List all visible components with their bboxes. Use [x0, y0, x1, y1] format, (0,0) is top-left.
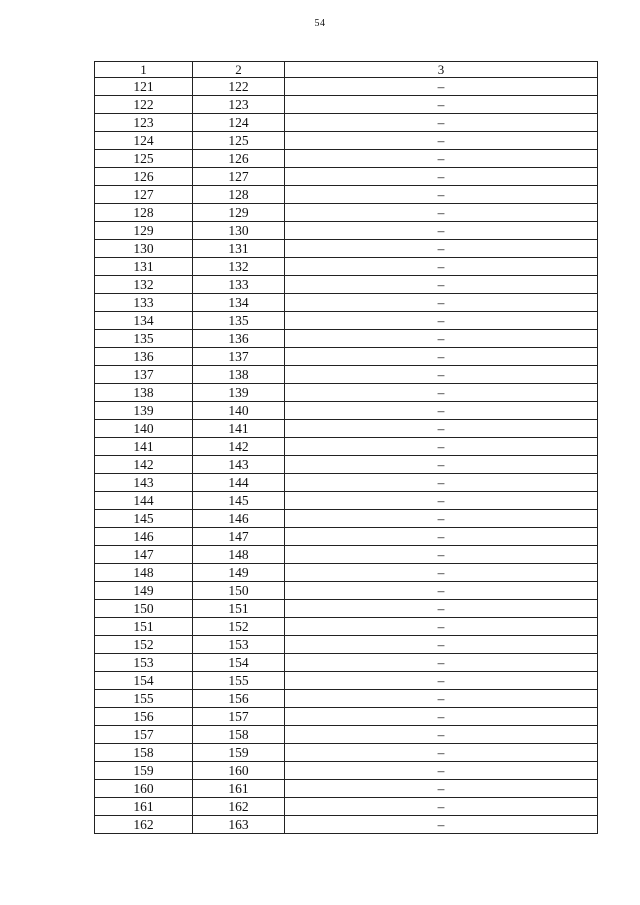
- table-cell-col-3: –: [285, 744, 598, 762]
- column-header-1: 1: [95, 62, 193, 78]
- table-row: [95, 762, 598, 780]
- table-cell-col-2: 127: [193, 168, 285, 186]
- table-cell-col-2: 129: [193, 204, 285, 222]
- table-cell-col-3: –: [285, 222, 598, 240]
- table-row: [95, 798, 598, 816]
- table-cell-col-3: –: [285, 312, 598, 330]
- table-cell-col-2: 131: [193, 240, 285, 258]
- table-row: [95, 492, 598, 510]
- table-cell-col-2: 122: [193, 78, 285, 96]
- table-cell-col-2: 130: [193, 222, 285, 240]
- table-cell-col-1: 153: [95, 654, 193, 672]
- table-row: [95, 366, 598, 384]
- table-cell-col-3: –: [285, 762, 598, 780]
- table-cell-col-2: 151: [193, 600, 285, 618]
- table-row: [95, 456, 598, 474]
- table-row: [95, 582, 598, 600]
- table-cell-col-3: –: [285, 618, 598, 636]
- table-cell-col-3: –: [285, 546, 598, 564]
- table-row: [95, 546, 598, 564]
- table-cell-col-3: –: [285, 168, 598, 186]
- table-cell-col-3: –: [285, 96, 598, 114]
- table-cell-col-1: 122: [95, 96, 193, 114]
- table-cell-col-3: –: [285, 240, 598, 258]
- table-cell-col-3: –: [285, 816, 598, 834]
- table-cell-col-1: 144: [95, 492, 193, 510]
- table-cell-col-3: –: [285, 654, 598, 672]
- table-cell-col-1: 136: [95, 348, 193, 366]
- table-row: [95, 690, 598, 708]
- table-cell-col-1: 152: [95, 636, 193, 654]
- table-cell-col-1: 150: [95, 600, 193, 618]
- data-table: [94, 61, 598, 834]
- table-header-row: [95, 62, 598, 78]
- table-cell-col-3: –: [285, 330, 598, 348]
- table-cell-col-3: –: [285, 780, 598, 798]
- table-cell-col-2: 163: [193, 816, 285, 834]
- table-cell-col-2: 148: [193, 546, 285, 564]
- table-cell-col-1: 126: [95, 168, 193, 186]
- table-cell-col-1: 129: [95, 222, 193, 240]
- table-row: [95, 186, 598, 204]
- table-cell-col-3: –: [285, 636, 598, 654]
- table-row: [95, 600, 598, 618]
- table-cell-col-3: –: [285, 294, 598, 312]
- table-row: [95, 564, 598, 582]
- table-cell-col-1: 135: [95, 330, 193, 348]
- table-cell-col-2: 149: [193, 564, 285, 582]
- table-cell-col-2: 135: [193, 312, 285, 330]
- table-cell-col-1: 148: [95, 564, 193, 582]
- table-cell-col-3: –: [285, 510, 598, 528]
- table-cell-col-3: –: [285, 582, 598, 600]
- table-cell-col-1: 121: [95, 78, 193, 96]
- table-row: [95, 384, 598, 402]
- table-row: [95, 78, 598, 96]
- table-row: [95, 672, 598, 690]
- table-cell-col-1: 130: [95, 240, 193, 258]
- table-cell-col-2: 136: [193, 330, 285, 348]
- table-cell-col-3: –: [285, 258, 598, 276]
- table-cell-col-1: 154: [95, 672, 193, 690]
- table-cell-col-2: 158: [193, 726, 285, 744]
- table-cell-col-1: 149: [95, 582, 193, 600]
- table-row: [95, 816, 598, 834]
- table-cell-col-2: 145: [193, 492, 285, 510]
- table-cell-col-2: 133: [193, 276, 285, 294]
- table-cell-col-1: 125: [95, 150, 193, 168]
- table-cell-col-3: –: [285, 114, 598, 132]
- table-cell-col-1: 134: [95, 312, 193, 330]
- table-cell-col-2: 156: [193, 690, 285, 708]
- table-cell-col-2: 161: [193, 780, 285, 798]
- table-row: [95, 348, 598, 366]
- table-cell-col-3: –: [285, 474, 598, 492]
- table-row: [95, 420, 598, 438]
- table-cell-col-2: 132: [193, 258, 285, 276]
- table-cell-col-3: –: [285, 384, 598, 402]
- table-cell-col-2: 141: [193, 420, 285, 438]
- table-row: [95, 330, 598, 348]
- table-cell-col-2: 155: [193, 672, 285, 690]
- table-cell-col-3: –: [285, 78, 598, 96]
- table-cell-col-3: –: [285, 276, 598, 294]
- table-cell-col-1: 146: [95, 528, 193, 546]
- table-cell-col-1: 141: [95, 438, 193, 456]
- table-cell-col-1: 123: [95, 114, 193, 132]
- table-row: [95, 222, 598, 240]
- table-row: [95, 780, 598, 798]
- table-cell-col-3: –: [285, 726, 598, 744]
- table-cell-col-2: 140: [193, 402, 285, 420]
- table-cell-col-1: 158: [95, 744, 193, 762]
- table-body: [95, 78, 598, 834]
- table-cell-col-2: 144: [193, 474, 285, 492]
- table-cell-col-3: –: [285, 564, 598, 582]
- table-cell-col-2: 147: [193, 528, 285, 546]
- table-cell-col-2: 157: [193, 708, 285, 726]
- table-cell-col-1: 138: [95, 384, 193, 402]
- table-cell-col-1: 151: [95, 618, 193, 636]
- table-cell-col-2: 134: [193, 294, 285, 312]
- table-cell-col-3: –: [285, 132, 598, 150]
- table-cell-col-2: 162: [193, 798, 285, 816]
- table-cell-col-1: 124: [95, 132, 193, 150]
- table-row: [95, 726, 598, 744]
- table-row: [95, 96, 598, 114]
- table-row: [95, 510, 598, 528]
- table-row: [95, 474, 598, 492]
- table-cell-col-1: 137: [95, 366, 193, 384]
- table-cell-col-3: –: [285, 402, 598, 420]
- table-row: [95, 744, 598, 762]
- table-row: [95, 438, 598, 456]
- table-cell-col-2: 150: [193, 582, 285, 600]
- table-row: [95, 528, 598, 546]
- table-cell-col-2: 142: [193, 438, 285, 456]
- table-cell-col-1: 139: [95, 402, 193, 420]
- table-cell-col-3: –: [285, 204, 598, 222]
- table-cell-col-2: 123: [193, 96, 285, 114]
- table-row: [95, 636, 598, 654]
- table-cell-col-3: –: [285, 798, 598, 816]
- table-cell-col-1: 161: [95, 798, 193, 816]
- table-cell-col-1: 140: [95, 420, 193, 438]
- table-cell-col-1: 133: [95, 294, 193, 312]
- table-cell-col-1: 155: [95, 690, 193, 708]
- page-number: 54: [314, 18, 326, 29]
- table-cell-col-2: 154: [193, 654, 285, 672]
- table-cell-col-2: 143: [193, 456, 285, 474]
- table-cell-col-1: 143: [95, 474, 193, 492]
- table-row: [95, 708, 598, 726]
- table-cell-col-1: 145: [95, 510, 193, 528]
- table-cell-col-2: 159: [193, 744, 285, 762]
- table-cell-col-1: 162: [95, 816, 193, 834]
- table-row: [95, 654, 598, 672]
- table-row: [95, 168, 598, 186]
- column-header-3: 3: [285, 62, 598, 78]
- table-cell-col-1: 142: [95, 456, 193, 474]
- table-cell-col-2: 139: [193, 384, 285, 402]
- table-cell-col-2: 125: [193, 132, 285, 150]
- table-row: [95, 150, 598, 168]
- column-header-2: 2: [193, 62, 285, 78]
- table-row: [95, 312, 598, 330]
- table-cell-col-3: –: [285, 672, 598, 690]
- table-cell-col-3: –: [285, 186, 598, 204]
- table-cell-col-1: 160: [95, 780, 193, 798]
- table-cell-col-3: –: [285, 366, 598, 384]
- table-cell-col-2: 146: [193, 510, 285, 528]
- table-cell-col-1: 132: [95, 276, 193, 294]
- table-cell-col-2: 137: [193, 348, 285, 366]
- table-cell-col-3: –: [285, 420, 598, 438]
- table-row: [95, 276, 598, 294]
- table-cell-col-1: 127: [95, 186, 193, 204]
- table-cell-col-3: –: [285, 150, 598, 168]
- table-row: [95, 258, 598, 276]
- table-row: [95, 402, 598, 420]
- table-cell-col-2: 153: [193, 636, 285, 654]
- table-cell-col-2: 128: [193, 186, 285, 204]
- table-row: [95, 132, 598, 150]
- table-cell-col-3: –: [285, 528, 598, 546]
- table-cell-col-2: 138: [193, 366, 285, 384]
- table-row: [95, 114, 598, 132]
- table-cell-col-1: 159: [95, 762, 193, 780]
- table-cell-col-3: –: [285, 708, 598, 726]
- table-cell-col-2: 126: [193, 150, 285, 168]
- table-cell-col-3: –: [285, 600, 598, 618]
- table-row: [95, 618, 598, 636]
- table-cell-col-3: –: [285, 690, 598, 708]
- table-cell-col-1: 147: [95, 546, 193, 564]
- table-cell-col-1: 128: [95, 204, 193, 222]
- table-row: [95, 204, 598, 222]
- table-cell-col-2: 152: [193, 618, 285, 636]
- table-cell-col-1: 131: [95, 258, 193, 276]
- table-row: [95, 240, 598, 258]
- table-cell-col-3: –: [285, 348, 598, 366]
- table-row: [95, 294, 598, 312]
- table-cell-col-2: 160: [193, 762, 285, 780]
- table-cell-col-3: –: [285, 492, 598, 510]
- table-cell-col-2: 124: [193, 114, 285, 132]
- table-cell-col-1: 157: [95, 726, 193, 744]
- table-cell-col-1: 156: [95, 708, 193, 726]
- table-cell-col-3: –: [285, 456, 598, 474]
- table-cell-col-3: –: [285, 438, 598, 456]
